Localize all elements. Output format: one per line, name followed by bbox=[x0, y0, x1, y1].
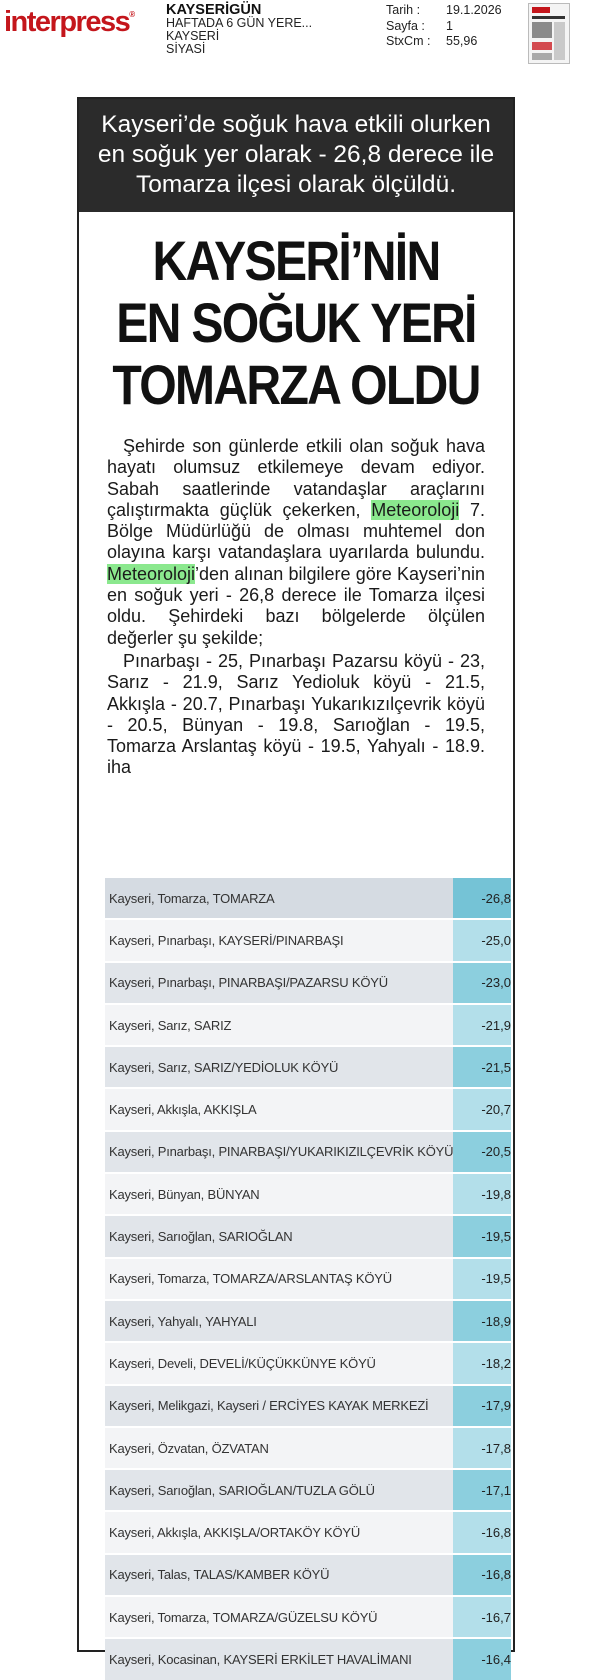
temperature-cell: -25,0 bbox=[453, 919, 511, 961]
location-cell: Kayseri, Yahyalı, YAHYALI bbox=[105, 1300, 453, 1342]
publication-info bbox=[166, 4, 312, 56]
headline-line: KAYSERİ’NİN bbox=[152, 229, 440, 292]
temperature-cell: -19,5 bbox=[453, 1215, 511, 1257]
temperature-cell: -23,0 bbox=[453, 962, 511, 1004]
article-frame bbox=[77, 97, 515, 1667]
location-cell: Kayseri, Özvatan, ÖZVATAN bbox=[105, 1427, 453, 1469]
publication-frequency: HAFTADA 6 GÜN YERE... bbox=[166, 16, 313, 30]
temperature-cell: -20,7 bbox=[453, 1088, 511, 1130]
location-cell: Kayseri, Bünyan, BÜNYAN bbox=[105, 1173, 453, 1215]
page-label: Sayfa : bbox=[386, 18, 425, 33]
location-cell: Kayseri, Develi, DEVELİ/KÜÇÜKKÜNYE KÖYÜ bbox=[105, 1342, 453, 1384]
location-cell: Kayseri, Pınarbaşı, KAYSERİ/PINARBAŞI bbox=[105, 919, 453, 961]
location-cell: Kayseri, Melikgazi, Kayseri / ERCİYES KAYAK MERKEZİ bbox=[105, 1385, 453, 1427]
stxcm-label: StxCm : bbox=[386, 34, 431, 48]
temperature-cell: -19,8 bbox=[453, 1173, 511, 1215]
table-row bbox=[105, 962, 511, 1004]
table-row bbox=[105, 1469, 511, 1511]
date-value: 19.1.2026 bbox=[446, 3, 502, 17]
location-cell: Kayseri, Kocasinan, KAYSERİ ERKİLET HAVALİMANI bbox=[105, 1638, 453, 1679]
table-row bbox=[105, 1511, 511, 1553]
location-cell: Kayseri, Sarıoğlan, SARIOĞLAN bbox=[105, 1215, 453, 1257]
location-cell: Kayseri, Sarız, SARIZ bbox=[105, 1004, 453, 1046]
clipping-header bbox=[0, 0, 590, 70]
location-cell: Kayseri, Sarız, SARIZ/YEDİOLUK KÖYÜ bbox=[105, 1046, 453, 1088]
headline-line: TOMARZA OLDU bbox=[112, 353, 480, 416]
table-row bbox=[105, 1215, 511, 1257]
article-body bbox=[107, 436, 485, 779]
temperature-cell: -21,5 bbox=[453, 1046, 511, 1088]
table-row bbox=[105, 1173, 511, 1215]
table-row bbox=[105, 877, 511, 919]
headline-line: EN SOĞUK YERİ bbox=[116, 291, 476, 354]
table-row bbox=[105, 1385, 511, 1427]
temperature-cell: -17,1 bbox=[453, 1469, 511, 1511]
page-value: 1 bbox=[446, 18, 453, 33]
article-paragraph: Pınarbaşı - 25, Pınarbaşı Pazarsu köyü - 23, Sarız - 21.9, Sarız Yedioluk köyü - 21.5, Akkışla - 20.7, Pınarbaşı Yukarıkızılçevrik köyü - 20.5, Bünyan - 19.8, Sarıoğlan - 19.5, Tomarza Arslantaş köyü - 19.5, Yahyalı - 18.9. iha bbox=[107, 650, 485, 778]
table-row bbox=[105, 1596, 511, 1638]
location-cell: Kayseri, Pınarbaşı, PINARBAŞI/YUKARIKIZILÇEVRİK KÖYÜ bbox=[105, 1131, 453, 1173]
location-cell: Kayseri, Sarıoğlan, SARIOĞLAN/TUZLA GÖLÜ bbox=[105, 1469, 453, 1511]
temperature-cell: -17,8 bbox=[453, 1427, 511, 1469]
temperature-cell: -17,9 bbox=[453, 1385, 511, 1427]
highlight-meteoroloji: Meteoroloji bbox=[107, 563, 196, 584]
temperature-cell: -16,7 bbox=[453, 1596, 511, 1638]
temperature-cell: -16,4 bbox=[453, 1638, 511, 1679]
table-row bbox=[105, 1131, 511, 1173]
table-row bbox=[105, 1088, 511, 1130]
table-row bbox=[105, 1554, 511, 1596]
table-row bbox=[105, 1046, 511, 1088]
article-spot: Kayseri’de soğuk hava etkili olurken en soğuk yer olarak - 26,8 derece ile Tomarza ilçesi olarak ölçüldü. bbox=[79, 99, 513, 212]
location-cell: Kayseri, Tomarza, TOMARZA bbox=[105, 877, 453, 919]
publication-city: KAYSERİ bbox=[166, 29, 220, 43]
interpress-logo: interpress® bbox=[4, 6, 136, 38]
location-cell: Kayseri, Pınarbaşı, PINARBAŞI/PAZARSU KÖYÜ bbox=[105, 962, 453, 1004]
table-row bbox=[105, 1258, 511, 1300]
publication-category: SİYASİ bbox=[166, 42, 206, 56]
stxcm-value: 55,96 bbox=[446, 34, 478, 48]
temperature-cell: -20,5 bbox=[453, 1131, 511, 1173]
table-row bbox=[105, 1300, 511, 1342]
table-row bbox=[105, 1638, 511, 1679]
table-row bbox=[105, 919, 511, 961]
table-row bbox=[105, 1342, 511, 1384]
temperature-cell: -16,8 bbox=[453, 1554, 511, 1596]
publication-name: KAYSERİGÜN bbox=[166, 2, 262, 18]
temperature-cell: -18,2 bbox=[453, 1342, 511, 1384]
temperature-cell: -18,9 bbox=[453, 1300, 511, 1342]
article-paragraph: Şehirde son günlerde etkili olan soğuk hava hayatı olumsuz etkilemeye devam ediyor. Sabah saatlerinde vatandaşlar araçlarını çalıştırmakta güçlük çekerken, Meteoroloji 7. Bölge Müdürlüğü de olması muhtemel don olayına karşı vatandaşlara uyarılarda bulundu. Meteoroloji’den alınan bilgilere göre Kayseri’nin en soğuk yeri - 26,8 derece ile Tomarza ilçesi oldu. Şehirdeki bazı bölgelerde ölçülen değerler şu şekilde; bbox=[107, 436, 485, 648]
location-cell: Kayseri, Tomarza, TOMARZA/ARSLANTAŞ KÖYÜ bbox=[105, 1258, 453, 1300]
table-row bbox=[105, 1427, 511, 1469]
temperature-cell: -26,8 bbox=[453, 877, 511, 919]
date-label: Tarih : bbox=[386, 3, 421, 17]
location-cell: Kayseri, Tomarza, TOMARZA/GÜZELSU KÖYÜ bbox=[105, 1596, 453, 1638]
location-cell: Kayseri, Talas, TALAS/KAMBER KÖYÜ bbox=[105, 1554, 453, 1596]
article-headline bbox=[79, 230, 513, 416]
temperature-cell: -16,8 bbox=[453, 1511, 511, 1553]
temperature-cell: -19,5 bbox=[453, 1258, 511, 1300]
location-cell: Kayseri, Akkışla, AKKIŞLA bbox=[105, 1088, 453, 1130]
temperature-table bbox=[105, 876, 511, 1680]
clipping-meta bbox=[386, 3, 502, 50]
temperature-cell: -21,9 bbox=[453, 1004, 511, 1046]
highlight-meteoroloji: Meteoroloji bbox=[371, 499, 460, 520]
table-row bbox=[105, 1004, 511, 1046]
page-thumbnail[interactable] bbox=[528, 3, 570, 64]
location-cell: Kayseri, Akkışla, AKKIŞLA/ORTAKÖY KÖYÜ bbox=[105, 1511, 453, 1553]
